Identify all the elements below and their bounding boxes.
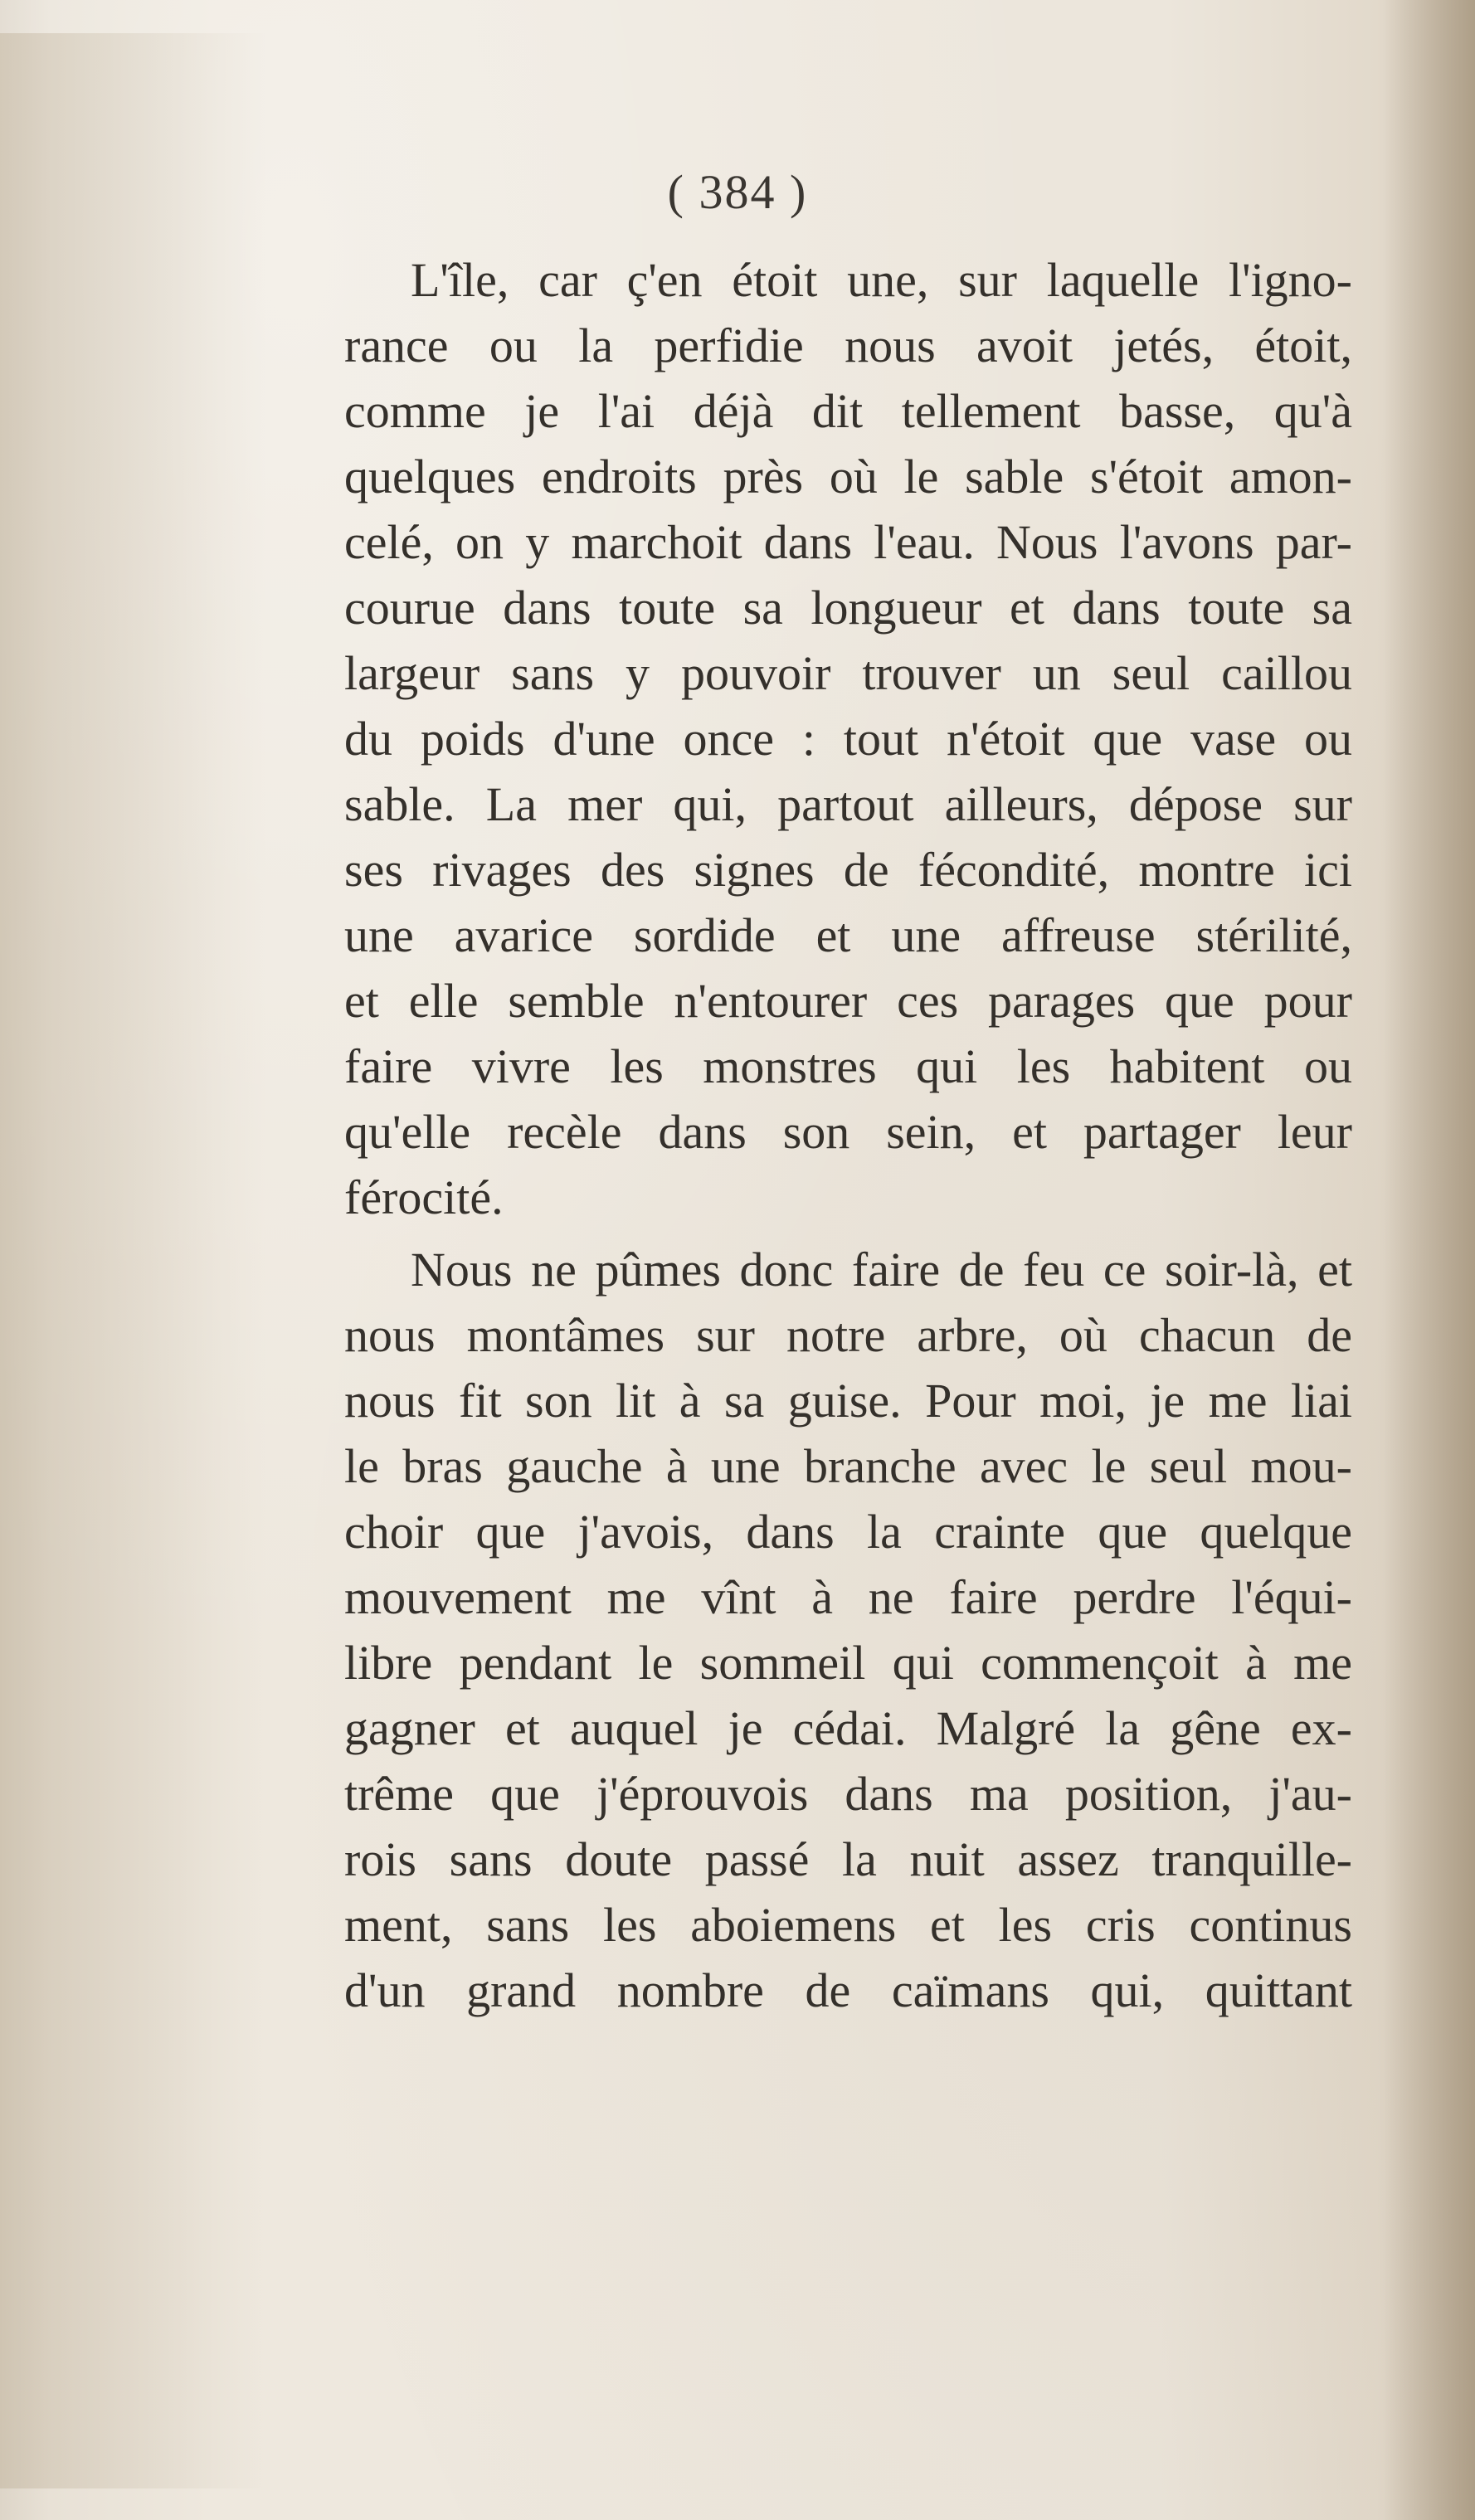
text-line: nous fit son lit à sa guise. Pour moi, je me liai [344, 1374, 1352, 1428]
text-line: qu'elle recèle dans son sein, et partager leur [344, 1105, 1352, 1159]
text-line: ses rivages des signes de fécondité, montre ici [344, 843, 1352, 897]
text-line: quelques endroits près où le sable s'étoit amon- [344, 450, 1352, 504]
text-line: comme je l'ai déjà dit tellement basse, qu'à [344, 384, 1352, 438]
text-line: rance ou la perfidie nous avoit jetés, étoit, [344, 319, 1352, 372]
text-line: et elle semble n'entourer ces parages que pour [344, 974, 1352, 1028]
page-edge-shadow [1384, 0, 1475, 2520]
body-text [344, 247, 1352, 2023]
text-line: libre pendant le sommeil qui commençoit à me [344, 1636, 1352, 1690]
page-stain-left [0, 33, 265, 2488]
text-line: du poids d'une once : tout n'étoit que vase ou [344, 712, 1352, 766]
text-line: courue dans toute sa longueur et dans toute sa [344, 581, 1352, 635]
text-line: trême que j'éprouvois dans ma position, j'au- [344, 1767, 1352, 1821]
paragraph-2 [344, 1237, 1352, 2023]
text-line: largeur sans y pouvoir trouver un seul caillou [344, 646, 1352, 700]
text-line: d'un grand nombre de caïmans qui, quittant [344, 1963, 1352, 2017]
text-line: Nous ne pûmes donc faire de feu ce soir-là, et [411, 1243, 1352, 1296]
text-line: faire vivre les monstres qui les habitent ou [344, 1039, 1352, 1093]
text-line: choir que j'avois, dans la crainte que quelque [344, 1505, 1352, 1559]
paragraph-gap [344, 1230, 1352, 1237]
text-line: gagner et auquel je cédai. Malgré la gêne ex- [344, 1701, 1352, 1755]
text-line: ment, sans les aboiemens et les cris continus [344, 1898, 1352, 1952]
page-number: ( 384 ) [667, 165, 808, 219]
text-line: nous montâmes sur notre arbre, où chacun de [344, 1308, 1352, 1362]
text-line: sable. La mer qui, partout ailleurs, dépose sur [344, 777, 1352, 831]
text-line: L'île, car ç'en étoit une, sur laquelle l'igno- [411, 253, 1352, 307]
text-line: rois sans doute passé la nuit assez tranquille- [344, 1832, 1352, 1886]
text-line: le bras gauche à une branche avec le seul mou- [344, 1439, 1352, 1493]
text-line: mouvement me vînt à ne faire perdre l'équi- [344, 1570, 1352, 1624]
paragraph-1 [344, 247, 1352, 1230]
text-line: une avarice sordide et une affreuse stérilité, [344, 908, 1352, 962]
text-line: férocité. [344, 1170, 504, 1224]
text-line: celé, on y marchoit dans l'eau. Nous l'avons par- [344, 515, 1352, 569]
